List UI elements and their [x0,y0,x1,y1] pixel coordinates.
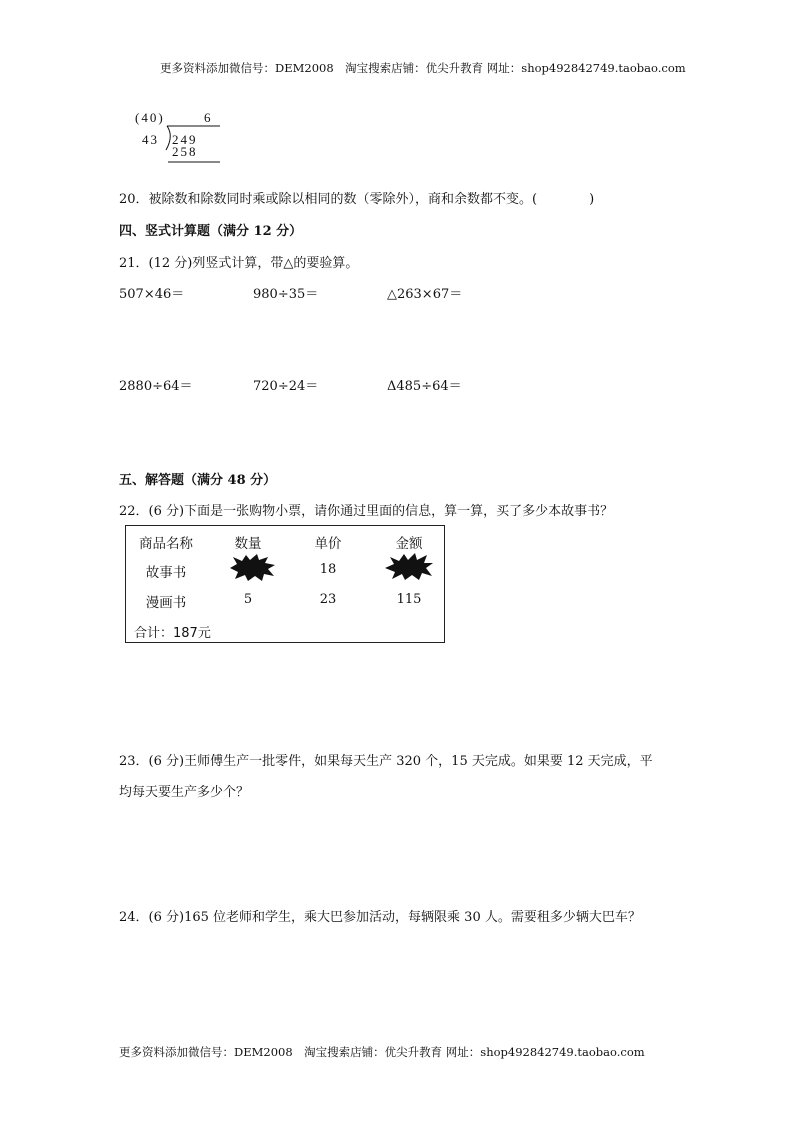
calc-item: Δ485÷64＝ [387,379,462,394]
receipt-item-price: 18 [319,562,337,577]
receipt-total: 合计：187元 [134,626,211,641]
receipt-item-name: 故事书 [145,565,187,581]
receipt-header-price: 单价 [314,536,342,552]
division-dividend: 249 [172,132,198,147]
question-23-line-1: 23．(6 分)王师傅生产一批零件，如果每天生产 320 个，15 天完成。如果要 12 天完成，平 [119,754,653,769]
division-product: 258 [172,144,198,159]
division-divisor: 43 [142,132,159,147]
question-23-line-2: 均每天要生产多少个？ [119,785,250,800]
question-20: 20．被除数和除数同时乘或除以相同的数（零除外），商和余数都不变。( ) [119,192,595,207]
receipt-header-amount: 金额 [395,536,423,552]
ink-blot-icon [384,553,434,581]
page-footer: 更多资料添加微信号：DEM2008 淘宝搜索店铺：优尖升教育 网址：shop492842749.taobao.com [119,1045,645,1059]
calc-item: 980÷35＝ [253,287,319,302]
ink-blot-icon [228,554,276,582]
calc-item: 507×46＝ [119,287,185,302]
question-21: 21．(12 分)列竖式计算，带△的要验算。 [119,256,359,271]
question-24: 24．(6 分)165 位老师和学生，乘大巴参加活动，每辆限乘 30 人。需要租多少辆大巴车？ [119,910,641,925]
long-division [132,108,232,168]
question-22: 22．(6 分)下面是一张购物小票，请你通过里面的信息，算一算，买了多少本故事书？ [119,504,614,519]
shopping-receipt [125,525,445,643]
section-5-title: 五、解答题（满分 48 分） [119,473,277,488]
page-header: 更多资料添加微信号：DEM2008 淘宝搜索店铺：优尖升教育 网址：shop492842749.taobao.com [160,61,686,75]
calc-item: △263×67＝ [387,287,463,302]
receipt-header-name: 商品名称 [139,536,193,552]
division-quotient: 6 [204,110,213,125]
receipt-item-qty: 5 [243,592,253,607]
receipt-item-price: 23 [319,592,337,607]
calc-item: 720÷24＝ [253,379,319,394]
receipt-header-qty: 数量 [234,536,262,552]
division-bracket [132,108,232,168]
receipt-item-amount: 115 [396,592,422,607]
calc-item: 2880÷64＝ [119,379,193,394]
section-4-title: 四、竖式计算题（满分 12 分） [119,224,303,239]
division-remark: (40) [135,110,165,125]
receipt-item-name: 漫画书 [145,595,187,611]
